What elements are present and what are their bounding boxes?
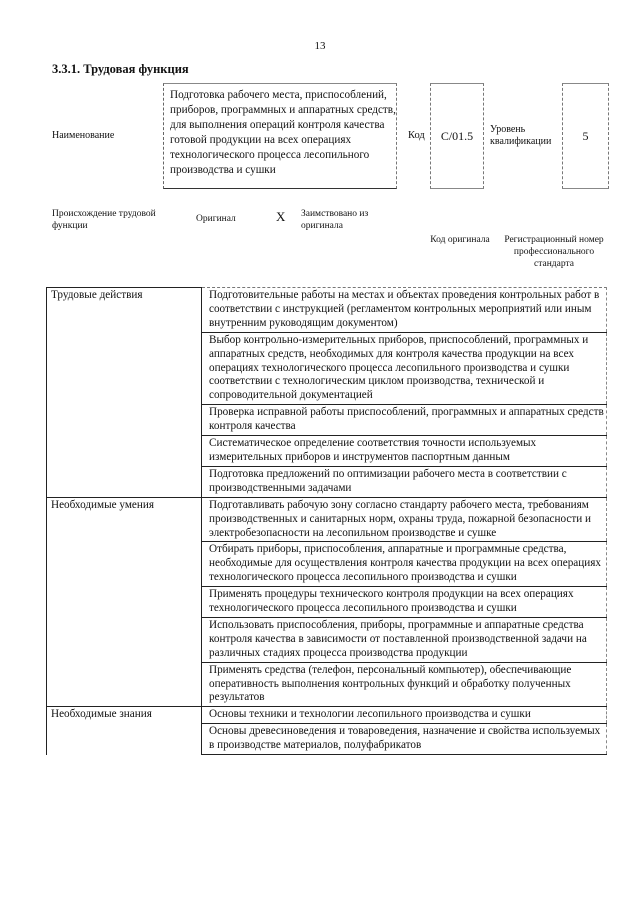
page-number: 13 bbox=[314, 40, 326, 52]
item-cell: Подготавливать рабочую зону согласно стандарту рабочего места, требованиям производственных и санитарных норм, охраны труда, пожарной безопасности и электробезопасности на лесопильном производстве и сушке bbox=[202, 497, 607, 542]
reg-number-label: Регистрационный номер профессионального стандарта bbox=[504, 235, 604, 269]
category-cell: Необходимые знания bbox=[47, 707, 202, 755]
item-cell: Основы техники и технологии лесопильного производства и сушки bbox=[202, 707, 607, 724]
table-row bbox=[47, 288, 607, 333]
function-table bbox=[46, 287, 607, 755]
table-row bbox=[47, 497, 607, 542]
original-mark: X bbox=[276, 209, 286, 224]
category-cell: Трудовые действия bbox=[47, 288, 202, 498]
origin-label: Происхождение трудовой функции bbox=[52, 209, 156, 231]
name-label: Наименование bbox=[52, 130, 115, 141]
table-row bbox=[47, 707, 607, 724]
code-original-label: Код оригинала bbox=[430, 235, 490, 245]
item-cell: Отбирать приборы, приспособления, аппаратные и программные средства, необходимые для осуществления контроля качества продукции на всех операциях технологического процесса лесопильного производства и сушки bbox=[202, 542, 607, 587]
item-cell: Подготовительные работы на местах и объектах проведения контрольных работ в соответствии с инструкцией (регламентом контрольных мероприятий или иным внутренним руководящим документом) bbox=[202, 288, 607, 333]
code-value: C/01.5 bbox=[440, 129, 474, 143]
item-cell: Проверка исправной работы приспособлений, программных и аппаратных средств контроля качества bbox=[202, 405, 607, 436]
function-name-box: Подготовка рабочего места, приспособлений, приборов, программных и аппаратных средств, для выполнения операций контроля качества готовой продукции на всех операциях технологического процесса лесопильного производства и сушки bbox=[163, 83, 397, 189]
level-value: 5 bbox=[582, 129, 589, 143]
item-cell: Подготовка предложений по оптимизации рабочего места в соответствии с производственными задачами bbox=[202, 466, 607, 497]
borrowed-label: Заимствовано из оригинала bbox=[301, 209, 369, 231]
original-label: Оригинал bbox=[196, 214, 236, 224]
item-cell: Основы древесиноведения и товароведения, назначение и свойства используемых в производстве материалов, полуфабрикатов bbox=[202, 724, 607, 755]
section-title: 3.3.1. Трудовая функция bbox=[52, 62, 189, 76]
category-cell: Необходимые умения bbox=[47, 497, 202, 707]
code-label: Код bbox=[408, 130, 425, 141]
item-cell: Применять средства (телефон, персональный компьютер), обеспечивающие оперативность выполнения контрольных функций и обработку полученных результатов bbox=[202, 662, 607, 707]
level-label: Уровень квалификации bbox=[490, 124, 552, 147]
item-cell: Использовать приспособления, приборы, программные и аппаратные средства контроля качества в зависимости от поставленной производственной задачи на различных стадиях процесса производства продукции bbox=[202, 617, 607, 662]
item-cell: Систематическое определение соответствия точности используемых измерительных приборов и инструментов паспортным данным bbox=[202, 436, 607, 467]
item-cell: Выбор контрольно-измерительных приборов, приспособлений, программных и аппаратных средств, необходимых для контроля качества продукции на всех операциях технологического процесса лесопильного производства и сушки соответствии с технологическим циклом производства, технической и сопроводительной документацией bbox=[202, 332, 607, 405]
item-cell: Применять процедуры технического контроля продукции на всех операциях технологического процесса лесопильного производства и сушки bbox=[202, 587, 607, 618]
